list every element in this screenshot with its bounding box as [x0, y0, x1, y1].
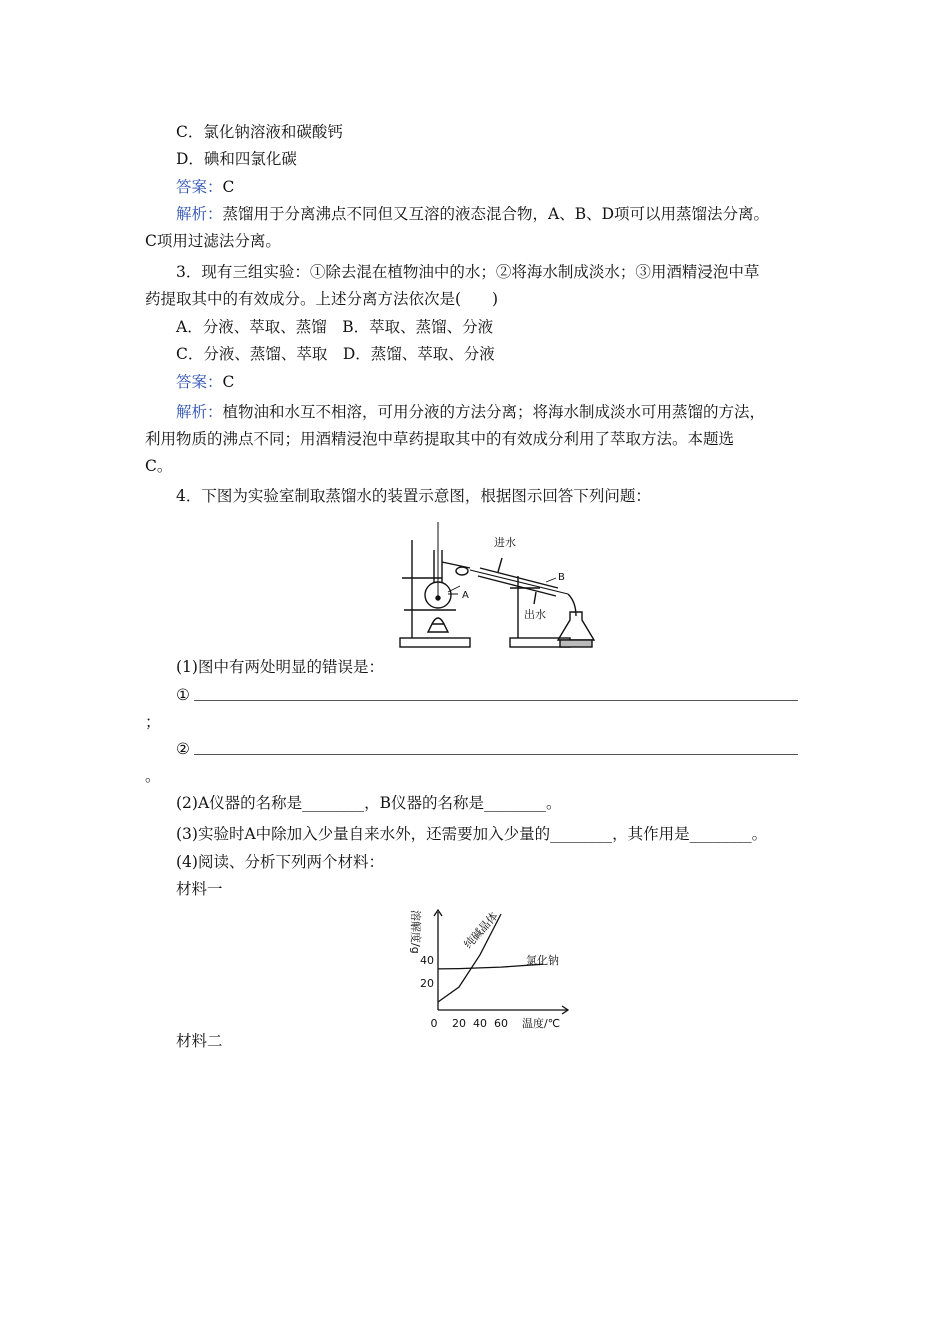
answer-value: C	[222, 373, 235, 391]
q3-analysis-line-2: 利用物质的沸点不同；用酒精浸泡中草药提取其中的有效成分利用了萃取方法。本题选	[145, 430, 735, 448]
analysis-label: 解析：	[176, 403, 223, 421]
q2-answer	[176, 176, 234, 198]
left-stand-base	[400, 638, 470, 647]
blank2-marker: ②	[176, 740, 190, 758]
blank1-marker: ①	[176, 686, 190, 704]
condenser-outer-top	[480, 568, 558, 588]
q4-sub1: (1)图中有两处明显的错误是：	[176, 658, 384, 676]
q3-options-ab: A．分液、萃取、蒸馏 B．萃取、蒸馏、分液	[176, 318, 494, 336]
q3-options-cd: C．分液、蒸馏、萃取 D．蒸馏、萃取、分液	[176, 345, 495, 363]
answer-label: 答案：	[176, 373, 223, 391]
analysis-label: 解析：	[176, 205, 223, 223]
answer-line-2[interactable]	[194, 754, 798, 755]
x-tick-60: 60	[494, 1017, 508, 1030]
label-a: A	[462, 590, 469, 601]
answer-label: 答案：	[176, 178, 223, 196]
solubility-chart	[408, 906, 588, 1032]
alcohol-lamp	[428, 624, 448, 632]
q3-stem-line-2: 药提取其中的有效成分。上述分离方法依次是( )	[145, 290, 499, 308]
material-1-label: 材料一	[176, 880, 223, 898]
water-inlet	[498, 558, 502, 572]
q3-answer	[176, 371, 234, 393]
series-label-nacl: 氯化钠	[526, 954, 559, 967]
water-in-label: 进水	[494, 536, 516, 549]
x-tick-0: 0	[430, 1017, 438, 1030]
q4-stem: 4．下图为实验室制取蒸馏水的装置示意图，根据图示回答下列问题：	[176, 487, 651, 505]
y-axis-label: 溶解度/g	[409, 910, 422, 954]
q3-analysis-line-1	[176, 401, 765, 423]
q2-analysis-line-1	[176, 203, 769, 225]
blank1-end: ；	[145, 713, 161, 731]
q4-sub4: (4)阅读、分析下列两个材料：	[176, 853, 384, 871]
receiving-flask	[558, 612, 594, 640]
q2-option-c: C．氯化钠溶液和碳酸钙	[176, 123, 343, 141]
label-b: B	[558, 572, 565, 583]
water-out-label: 出水	[524, 608, 546, 621]
series-label-soda: 纯碱晶体	[461, 909, 501, 952]
answer-value: C	[222, 178, 235, 196]
x-tick-20: 20	[452, 1017, 466, 1030]
q2-option-d: D．碘和四氯化碳	[176, 150, 297, 168]
y-tick-20: 20	[420, 977, 434, 990]
condenser-inner-tube	[470, 570, 568, 594]
q3-analysis-line-3: C。	[145, 457, 173, 475]
analysis-text: 蒸馏用于分离沸点不同但又互溶的液态混合物，A、B、D项可以用蒸馏法分离。	[222, 205, 770, 223]
material-2-label: 材料二	[176, 1032, 223, 1050]
x-axis-label: 温度/℃	[522, 1017, 561, 1030]
blank2-end: 。	[145, 767, 161, 785]
distillation-apparatus-figure	[398, 512, 598, 654]
q4-sub3: (3)实验时A中除加入少量自来水外，还需要加入少量的________，其作用是________。	[176, 825, 768, 843]
q3-stem-line-1: 3．现有三组实验：①除去混在植物油中的水；②将海水制成淡水；③用酒精浸泡中草	[176, 263, 760, 281]
side-arm	[442, 562, 470, 568]
solubility-chart-svg	[408, 906, 588, 1032]
distillation-apparatus-diagram	[398, 512, 598, 654]
analysis-text: 植物油和水互不相溶，可用分液的方法分离；将海水制成淡水可用蒸馏的方法，	[222, 403, 766, 421]
flask-base	[560, 640, 592, 647]
condenser-outer-bottom	[478, 576, 556, 596]
q4-sub2: (2)A仪器的名称是________，B仪器的名称是________。	[176, 794, 562, 812]
x-tick-40: 40	[473, 1017, 487, 1030]
stopper	[456, 567, 468, 575]
water-outlet	[534, 592, 536, 604]
y-tick-40: 40	[420, 954, 434, 967]
answer-line-1[interactable]	[194, 700, 798, 701]
q2-analysis-line-2: C项用过滤法分离。	[145, 232, 281, 250]
